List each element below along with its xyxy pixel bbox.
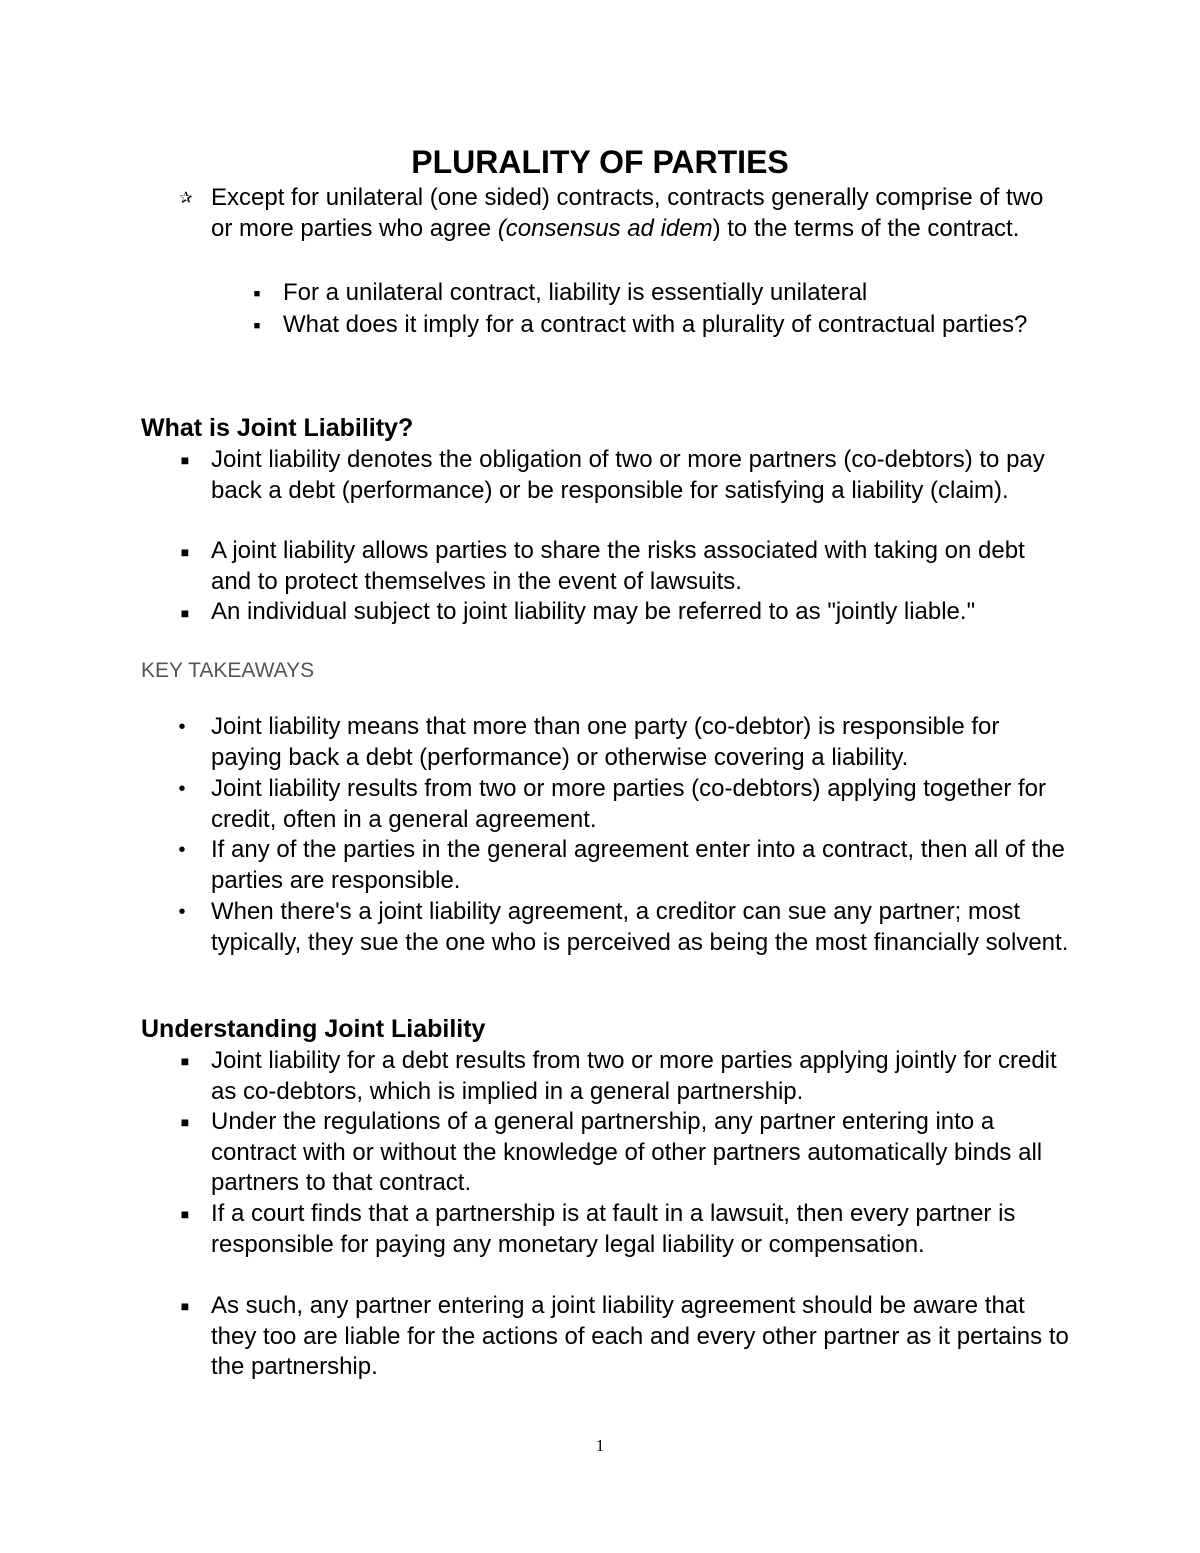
takeaway-item: Joint liability means that more than one party (co-debtor) is responsible for paying back a debt (performance) or otherwise covering a liability. — [211, 713, 1000, 771]
small-square-bullet-icon: ■ — [253, 320, 261, 332]
page-number: 1 — [595, 1436, 605, 1455]
dot-bullet-icon: • — [178, 778, 186, 800]
list-item: As such, any partner entering a joint liability agreement should be aware that they too are liable for the actions of each and every other partner as it pertains to the partnership. — [211, 1292, 1069, 1380]
list-item: A joint liability allows parties to share the risks associated with taking on debt and to protect themselves in the event of lawsuits. — [211, 537, 1025, 595]
star-bullet-icon: ✰ — [179, 190, 193, 207]
list-item: Joint liability for a debt results from two or more parties applying jointly for credit as co-debtors, which is implied in a general partnership. — [211, 1047, 1057, 1105]
key-takeaways-label: KEY TAKEAWAYS — [141, 659, 315, 682]
small-square-bullet-icon: ■ — [253, 288, 261, 300]
intro-sub-item: What does it imply for a contract with a plurality of contractual parties? — [283, 311, 1028, 338]
intro-paragraph — [211, 183, 1071, 244]
list-item: If a court finds that a partnership is at fault in a lawsuit, then every partner is responsible for paying any monetary legal liability or compensation. — [211, 1200, 1016, 1258]
square-bullet-icon: ■ — [180, 452, 190, 468]
square-bullet-icon: ■ — [180, 544, 190, 560]
intro-sub-item: For a unilateral contract, liability is essentially unilateral — [283, 279, 868, 306]
section-heading-understanding: Understanding Joint Liability — [141, 1015, 486, 1043]
dot-bullet-icon: • — [178, 716, 186, 738]
takeaway-item: If any of the parties in the general agreement enter into a contract, then all of the parties are responsible. — [211, 836, 1065, 894]
square-bullet-icon: ■ — [180, 605, 190, 621]
list-item: Under the regulations of a general partnership, any partner entering into a contract with or without the knowledge of other partners automatically binds all partners to that contract. — [211, 1108, 1043, 1196]
section-heading-joint-liability: What is Joint Liability? — [141, 414, 414, 442]
takeaway-item: Joint liability results from two or more parties (co-debtors) applying together for credit, often in a general agreement. — [211, 775, 1047, 833]
square-bullet-icon: ■ — [180, 1053, 190, 1069]
takeaway-item: When there's a joint liability agreement, a creditor can sue any partner; most typically, they sue the one who is perceived as being the most financially solvent. — [211, 898, 1069, 956]
square-bullet-icon: ■ — [180, 1206, 190, 1222]
square-bullet-icon: ■ — [180, 1114, 190, 1130]
intro-text-before: Except for unilateral (one sided) contracts, contracts generally comprise of two or more parties who agree — [211, 184, 1044, 242]
intro-italic-term: (consensus ad idem — [497, 214, 713, 242]
page-title: PLURALITY OF PARTIES — [411, 144, 789, 180]
dot-bullet-icon: • — [178, 839, 186, 861]
square-bullet-icon: ■ — [180, 1298, 190, 1314]
list-item: Joint liability denotes the obligation of two or more partners (co-debtors) to pay back a debt (performance) or be responsible for satisfying a liability (claim). — [211, 446, 1045, 504]
list-item: An individual subject to joint liability may be referred to as "jointly liable." — [211, 598, 976, 625]
intro-text-after: ) to the terms of the contract. — [712, 214, 1020, 242]
dot-bullet-icon: • — [178, 901, 186, 923]
